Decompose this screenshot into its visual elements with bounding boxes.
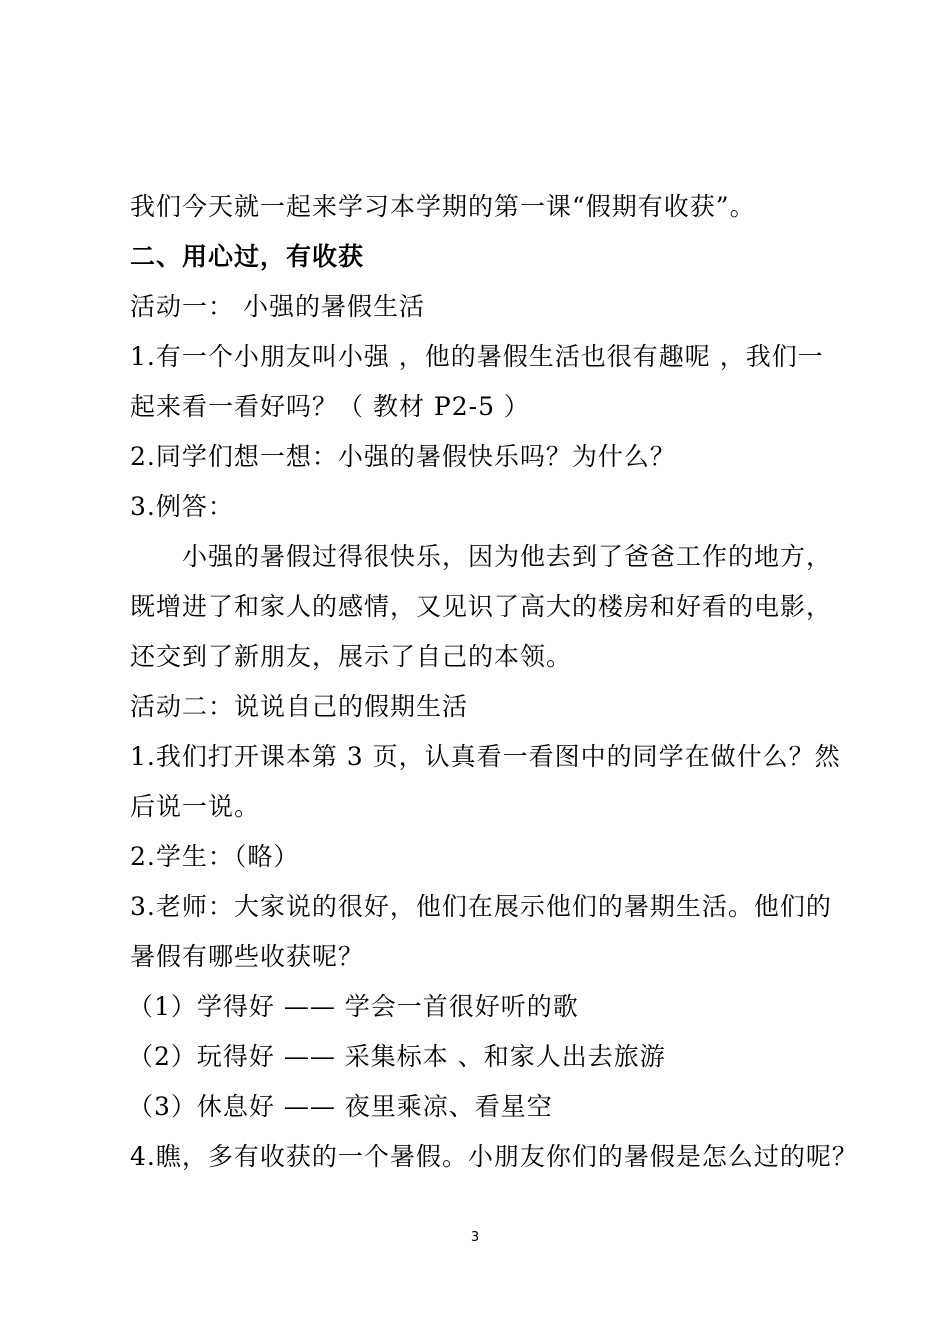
activity-two-item-3-cont: 暑假有哪些收获呢？ [130, 942, 365, 971]
example-answer-line-1: 小强的暑假过得很快乐，因为他去到了爸爸工作的地方， [182, 542, 833, 571]
activity-two-title: 活动二：说说自己的假期生活 [130, 692, 469, 721]
activity-one-item-1: 1.有一个小朋友叫小强 ，他的暑假生活也很有趣呢 ，我们一 [130, 342, 824, 371]
section-heading: 二、用心过，有收获 [130, 242, 365, 271]
harvest-item-1: （1）学得好 —— 学会一首很好听的歌 [128, 992, 579, 1021]
example-answer-line-3: 还交到了新朋友，展示了自己的本领。 [130, 642, 573, 671]
harvest-item-3: （3）休息好 —— 夜里乘凉、看星空 [128, 1092, 553, 1121]
activity-two-item-1-cont: 后说一说。 [130, 792, 261, 821]
activity-one-item-3: 3.例答： [130, 492, 234, 521]
activity-two-item-1: 1.我们打开课本第 3 页，认真看一看图中的同学在做什么？然 [130, 742, 841, 771]
activity-one-title: 活动一： 小强的暑假生活 [130, 292, 425, 321]
intro-line: 我们今天就一起来学习本学期的第一课“假期有收获”。 [130, 192, 756, 221]
activity-one-item-2: 2.同学们想一想：小强的暑假快乐吗？为什么？ [130, 442, 676, 471]
page-number: 3 [470, 1230, 480, 1245]
activity-two-item-4: 4.瞧，多有收获的一个暑假。小朋友你们的暑假是怎么过的呢？ [130, 1142, 858, 1171]
activity-two-item-3: 3.老师：大家说的很好，他们在展示他们的暑期生活。他们的 [130, 892, 832, 921]
example-answer-line-2: 既增进了和家人的感情，又见识了高大的楼房和好看的电影， [130, 592, 833, 621]
activity-two-item-2: 2.学生：（略） [130, 842, 300, 871]
activity-one-item-1-cont: 起来看一看好吗？（ 教材 P2-5 ） [130, 392, 530, 421]
harvest-item-2: （2）玩得好 —— 采集标本 、和家人出去旅游 [128, 1042, 666, 1071]
